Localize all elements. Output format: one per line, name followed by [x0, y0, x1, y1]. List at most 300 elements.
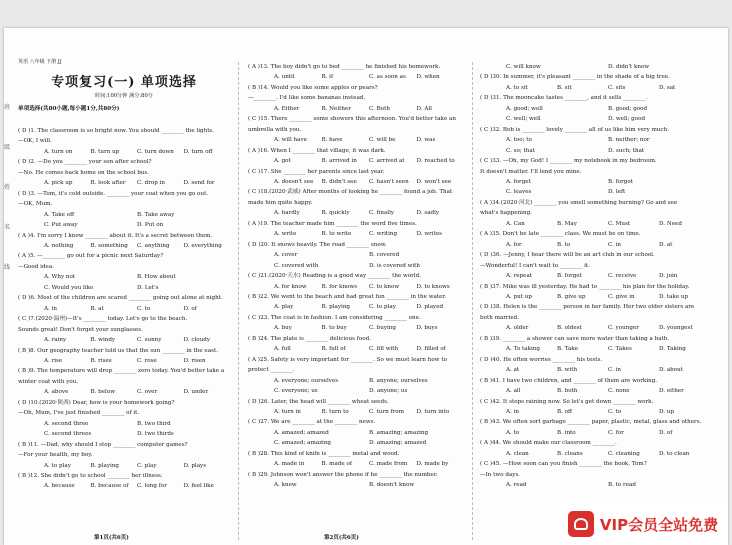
- question-line: ( A )16. When I ________ that village, it was dark.: [248, 147, 386, 154]
- answer-option: A. full: [274, 346, 291, 353]
- answer-option: B. to buy: [321, 325, 347, 332]
- answer-options: [248, 229, 464, 239]
- answer-option: A. for: [506, 241, 522, 248]
- answer-option: B. full of: [321, 346, 346, 353]
- question-line: ( B )9. The temperature will drop ________ zero today. You'd better take a: [18, 368, 225, 375]
- answer-option: C. covered with: [274, 262, 319, 269]
- answer-option: B. into: [557, 429, 576, 436]
- answer-option: C. to know: [369, 283, 400, 290]
- answer-options: [248, 407, 464, 417]
- question-line: —OK, I will.: [18, 138, 52, 145]
- answer-option: A. cover: [274, 252, 298, 259]
- answer-options: [18, 272, 230, 282]
- answer-option: B. two third: [137, 420, 171, 427]
- viewer-background: [0, 0, 732, 28]
- answer-option: A. rise: [44, 357, 63, 364]
- question-line: —OK, Mum.: [18, 201, 53, 208]
- answer-options: [480, 480, 710, 490]
- answer-option: B. below: [90, 389, 116, 396]
- answer-option: B. cleans: [557, 450, 583, 457]
- answer-option: B. windy: [90, 337, 116, 344]
- answer-option: C. well; well: [506, 116, 541, 123]
- answer-option: C. arrived at: [369, 158, 405, 165]
- answer-option: B. made of: [321, 461, 352, 468]
- question-line: Sounds great! Don't forget your sunglasses.: [18, 326, 143, 333]
- answer-options: [480, 135, 710, 145]
- answer-option: C. turn down: [137, 148, 174, 155]
- answer-options: [18, 304, 230, 314]
- answer-option: C. fill with: [369, 346, 399, 353]
- answer-option: B. Neither: [321, 105, 351, 112]
- answer-option: B. to read: [608, 482, 636, 489]
- answer-option: C. receive: [608, 273, 637, 280]
- answer-option: A. all: [506, 388, 521, 395]
- answer-option: B. May: [557, 220, 577, 227]
- answer-option: C. in: [608, 367, 622, 374]
- answer-option: D. cloudy: [183, 337, 210, 344]
- vip-watermark-text: VIP会员全站免费: [599, 515, 719, 534]
- answer-option: B. didn't see: [321, 178, 357, 185]
- answer-option: C. leaves: [506, 189, 532, 196]
- answer-option: C. Both: [369, 105, 390, 112]
- answer-option: C. to: [608, 408, 622, 415]
- answer-option: D. two thirds: [137, 431, 174, 438]
- answer-option: C. buying: [369, 325, 396, 332]
- question-line: —Wonderful! I can't wait to ________ it.: [480, 262, 590, 269]
- answer-option: C. writing: [369, 231, 398, 238]
- answer-option: D. Let's: [137, 284, 159, 291]
- answer-option: C. made from: [369, 461, 408, 468]
- answer-option: D. risen: [183, 357, 206, 364]
- answer-option: C. Must: [608, 220, 631, 227]
- page-number-1: 第1页(共6页): [94, 535, 129, 541]
- answer-option: A. got: [274, 158, 291, 165]
- question-line: —Good idea.: [18, 263, 54, 270]
- answer-options: [480, 344, 710, 354]
- question-line: ( A )4. I'm sorry I know ________ about it. It's a secret between them.: [18, 232, 213, 239]
- answer-option: B. amazing; amazing: [369, 429, 429, 436]
- answer-option: C. cleaning: [608, 450, 640, 457]
- question-line: ( B )43. We often sort garbage ________ paper, plastic, metal, glass and others.: [480, 419, 702, 426]
- answer-option: A. older: [506, 325, 529, 332]
- answer-option: D. under: [183, 389, 209, 396]
- question-line: ( B )14. Would you like some apples or pears?: [248, 84, 378, 91]
- answer-option: A. everyone; ourselves: [274, 377, 339, 384]
- answer-option: B. Take away: [137, 211, 175, 218]
- answer-options: [18, 220, 230, 230]
- answer-option: B. with: [557, 367, 578, 374]
- question-line: ( D )31. The mooncake tastes ________, and it sells ________.: [480, 95, 648, 102]
- answer-options: [18, 241, 230, 251]
- answer-option: A. because: [44, 483, 75, 490]
- answer-option: B. to: [557, 241, 571, 248]
- answer-option: B. How about: [137, 274, 176, 281]
- answer-option: C. second threes: [44, 431, 92, 438]
- answer-option: C. drop in: [137, 180, 166, 187]
- answer-option: A. too; to: [506, 137, 532, 144]
- answer-option: D. buys: [416, 325, 438, 332]
- answer-option: A. above: [44, 389, 69, 396]
- answer-option: D. left: [608, 189, 626, 196]
- answer-options: [248, 344, 464, 354]
- answer-option: B. to write: [321, 231, 352, 238]
- answer-options: [248, 376, 464, 386]
- section-heading: 单项选择(共80小题,每小题1分,共80分): [18, 106, 120, 112]
- answer-option: B. Take: [557, 346, 578, 353]
- answer-options: [480, 449, 710, 459]
- question-line: ( D )20. It snows heavily. The road ________ snow.: [248, 241, 387, 248]
- answer-option: D. was: [416, 137, 436, 144]
- answer-option: D. Put on: [137, 222, 164, 229]
- answer-option: C. rose: [137, 357, 157, 364]
- answer-options: [248, 177, 464, 187]
- answer-option: D. anyone; us: [369, 388, 408, 395]
- question-line: ( C )45. —How soon can you finish ________ the book, Tom?: [480, 461, 647, 468]
- question-line: It doesn't matter. I'll lend you mine.: [480, 168, 582, 175]
- answer-option: B. rises: [90, 357, 112, 364]
- answer-option: B. neither; nor: [608, 137, 650, 144]
- answer-option: D. sat: [659, 84, 676, 91]
- answer-option: D. to knows: [416, 283, 450, 290]
- answer-option: D. up: [659, 408, 675, 415]
- answer-option: C. will know: [506, 64, 541, 70]
- answer-options: [18, 178, 230, 188]
- question-line: ( D )2. —Do you ________ your son after school?: [18, 159, 152, 166]
- answer-options: [480, 114, 710, 124]
- answer-option: C. so; that: [506, 147, 535, 154]
- question-line: ( D )36. —Jenny, I hear there will be an art club in our school.: [480, 252, 655, 259]
- answer-option: C. play: [137, 462, 157, 469]
- question-line: ( A )13. The boy didn't go to bed ________ he finished his homework.: [248, 64, 441, 70]
- answer-options: [248, 438, 464, 448]
- column-divider: [472, 62, 473, 540]
- answer-option: A. repeat: [506, 273, 533, 280]
- answer-options: [480, 323, 710, 333]
- answer-options: [18, 147, 230, 157]
- answer-option: D. turn into: [416, 408, 450, 415]
- answer-options: [480, 104, 710, 114]
- answer-option: C. Put away: [44, 222, 78, 229]
- answer-options: [248, 480, 464, 490]
- question-line: ( C )32. Bob is ________ lovely ________ all of us like him very much.: [480, 126, 670, 133]
- question-line: —Oh, Mum, I've just finished ________ of it.: [18, 410, 140, 417]
- answer-option: D. send for: [183, 180, 215, 187]
- answer-option: D. everything: [183, 242, 222, 249]
- question-line: ( B )41. I have two children, and ________ of them are working.: [480, 377, 658, 384]
- question-line: winter coat with you.: [18, 378, 79, 385]
- answer-options: [18, 461, 230, 471]
- answer-option: D. such; that: [608, 147, 645, 154]
- answer-option: A. turn in: [274, 408, 301, 415]
- question-line: what's happening.: [480, 210, 532, 217]
- answer-option: A. forget: [506, 178, 531, 185]
- question-line: ( B )12. She didn't go to school ________ her illness.: [18, 472, 163, 479]
- answer-option: B. arrived in: [321, 158, 357, 165]
- answer-option: D. writes: [416, 231, 443, 238]
- question-line: ( B )22. We went to the beach and had great fun ________ in the water.: [248, 293, 447, 300]
- answer-option: D. amazing; amazed: [369, 440, 427, 447]
- answer-option: D. either: [659, 388, 684, 395]
- answer-option: A. second three: [44, 420, 89, 427]
- answer-option: A. put up: [506, 293, 532, 300]
- question-line: ( B )8. Our geography teacher told us that the sun ________ in the east.: [18, 347, 218, 354]
- question-line: ( C )17. She ________ her parents since last year.: [248, 168, 385, 175]
- answer-option: A. to play: [44, 462, 71, 469]
- question-line: ( C )18.(2020·武威) After months of looking he ________ found a job. That: [248, 189, 453, 196]
- answer-options: [480, 271, 710, 281]
- answer-option: D. take up: [659, 293, 689, 300]
- answer-option: B. look after: [90, 180, 126, 187]
- answer-option: D. about: [659, 367, 683, 374]
- answer-options: [248, 135, 464, 145]
- answer-option: A. until: [274, 74, 295, 81]
- answer-options: [480, 292, 710, 302]
- answer-option: D. feel like: [183, 483, 214, 490]
- question-column-1: [18, 126, 230, 492]
- answer-option: B. turn to: [321, 408, 349, 415]
- answer-option: D. well; good: [608, 116, 646, 123]
- answer-options: [18, 387, 230, 397]
- answer-option: D. reached to: [416, 158, 455, 165]
- answer-option: D. didn't know: [608, 64, 650, 70]
- question-line: ( B )28. This kind of knife is ________ metal and wood.: [248, 450, 400, 457]
- answer-options: [18, 429, 230, 439]
- question-line: ( B )29. Johnson won't answer the phone if he ________ the number.: [248, 471, 438, 478]
- answer-option: D. plays: [183, 462, 207, 469]
- question-line: ( C )21.(2020·天水) Reading is a good way ________ the world.: [248, 273, 421, 280]
- answer-options: [248, 104, 464, 114]
- answer-options: [18, 419, 230, 429]
- question-line: ( B )37. Mike was ill yesterday. He had to ________ his plan for the holiday.: [480, 283, 690, 290]
- answer-options: [248, 428, 464, 438]
- answer-option: B. give up: [557, 293, 586, 300]
- answer-option: A. buy: [274, 325, 292, 332]
- question-line: ( C )15. There ________ some showers this afternoon. You'd better take an: [248, 116, 456, 123]
- question-line: both married.: [480, 314, 520, 321]
- answer-option: B. forget: [557, 273, 582, 280]
- answer-option: D. when: [416, 74, 440, 81]
- answer-option: B. both: [557, 388, 578, 395]
- question-line: —________. I'd like some bananas instead.: [248, 95, 366, 102]
- worksheet-header: [18, 58, 230, 112]
- question-line: ( A )35. Don't be late ________ class. We must be on time.: [480, 231, 641, 238]
- vip-logo-icon: [568, 511, 594, 537]
- answer-option: D. of: [659, 429, 673, 436]
- answer-options: [248, 323, 464, 333]
- answer-option: A. play: [274, 304, 294, 311]
- answer-options: [248, 261, 464, 271]
- answer-option: B. good; good: [608, 105, 648, 112]
- answer-option: B. covered: [369, 252, 400, 259]
- answer-option: B. something: [90, 242, 128, 249]
- answer-option: A. to: [506, 429, 520, 436]
- question-line: umbrella with you.: [248, 126, 302, 133]
- answer-option: D. to clean: [659, 450, 690, 457]
- answer-option: D. Need: [659, 220, 682, 227]
- question-line: ( A )19. The teacher made him ________ the word five times.: [248, 220, 417, 227]
- question-line: ( D )40. He often worries ________ his tests.: [480, 356, 603, 363]
- question-line: made him quite happy.: [248, 199, 313, 206]
- answer-option: C. to play: [369, 304, 396, 311]
- answer-option: A. at: [506, 367, 520, 374]
- answer-option: D. All: [416, 105, 432, 112]
- answer-option: B. anyone; ourselves: [369, 377, 428, 384]
- column-divider: [238, 62, 239, 540]
- answer-options: [248, 208, 464, 218]
- answer-option: D. turn off: [183, 148, 213, 155]
- answer-option: A. amazed; amazed: [274, 429, 329, 436]
- answer-option: A. write: [274, 231, 297, 238]
- answer-options: [480, 187, 710, 197]
- answer-options: [18, 210, 230, 220]
- question-line: ( D )3. —Tom, it's cold outside. ________ your coat when you go out.: [18, 190, 209, 197]
- answer-option: B. forgot: [608, 178, 633, 185]
- answer-option: C. give in: [608, 293, 635, 300]
- subject-line: 英语 八年级 下册 JJ: [18, 59, 62, 65]
- answer-option: C. hasn't seen: [369, 178, 409, 185]
- question-line: ( B )11. —Dad, why should I stop ________ computer games?: [18, 441, 188, 448]
- page-number-2: 第2页(共6页): [324, 535, 359, 541]
- answer-option: C. everyone; us: [274, 388, 318, 395]
- answer-option: A. pick up: [44, 180, 73, 187]
- answer-option: C. to: [137, 305, 151, 312]
- answer-option: A. clean: [506, 450, 529, 457]
- answer-options: [248, 72, 464, 82]
- question-line: ( C )42. It stops raining now. So let's get down ________ work.: [480, 398, 654, 405]
- question-line: protect ________.: [248, 367, 295, 374]
- question-line: ( A )5. —________ go out for a picnic next Saturday?: [18, 253, 164, 260]
- answer-options: [480, 83, 710, 93]
- answer-options: [18, 335, 230, 345]
- answer-option: A. made in: [274, 461, 305, 468]
- answer-option: A. hardly: [274, 210, 300, 217]
- question-column-2: [248, 62, 464, 491]
- answer-option: C. amazed; amazing: [274, 440, 332, 447]
- answer-option: D. Taking: [659, 346, 686, 353]
- answer-options: [18, 283, 230, 293]
- answer-option: C. finally: [369, 210, 395, 217]
- question-line: ( B )24. The plate is ________ delicious food.: [248, 335, 371, 342]
- question-line: ( D )1. The classroom is so bright now. You should ________ the lights.: [18, 128, 215, 134]
- question-line: —No. He comes back home on the school bus.: [18, 169, 150, 176]
- answer-option: A. doesn't see: [274, 178, 314, 185]
- question-line: ( C )27. We are ________ at the ________ news.: [248, 419, 376, 426]
- answer-options: [248, 302, 464, 312]
- answer-option: C. will be: [369, 137, 396, 144]
- answer-options: [480, 365, 710, 375]
- answer-option: C. Would you like: [44, 284, 94, 291]
- answer-option: D. filled of: [416, 346, 446, 353]
- answer-option: B. sit: [557, 84, 572, 91]
- answer-options: [480, 428, 710, 438]
- answer-option: A. turn on: [44, 148, 73, 155]
- answer-option: A. will have: [274, 137, 307, 144]
- answer-options: [18, 481, 230, 491]
- answer-option: C. none: [608, 388, 630, 395]
- answer-option: C. as soon as: [369, 74, 406, 81]
- answer-option: A. good; well: [506, 105, 543, 112]
- question-line: ( A )44. We should make our classroom ________.: [480, 440, 617, 447]
- question-line: ( D )6. Most of the children are scared ________ going out alone at night.: [18, 295, 223, 302]
- answer-option: A. Can: [506, 220, 525, 227]
- answer-option: B. quickly: [321, 210, 350, 217]
- question-column-3: [480, 62, 710, 491]
- answer-option: B. doesn't know: [369, 482, 415, 489]
- answer-option: B. because of: [90, 483, 129, 490]
- answer-option: D. of: [183, 305, 197, 312]
- answer-options: [248, 386, 464, 396]
- answer-options: [248, 459, 464, 469]
- answer-option: A. to sit: [506, 84, 528, 91]
- answer-option: A. rainy: [44, 337, 67, 344]
- answer-option: D. sadly: [416, 210, 440, 217]
- answer-option: B. playing: [321, 304, 351, 311]
- answer-option: A. in: [506, 408, 519, 415]
- answer-option: B. if: [321, 74, 334, 81]
- answer-option: D. join: [659, 273, 678, 280]
- question-line: ( A )34.(2020·河北) ________ you smell something burning? Go and see: [480, 199, 678, 206]
- answer-option: C. sunny: [137, 337, 162, 344]
- answer-option: A. nothing: [44, 242, 74, 249]
- answer-option: A. read: [506, 482, 527, 489]
- answer-option: B. playing: [90, 462, 120, 469]
- answer-option: B. turn up: [90, 148, 120, 155]
- answer-option: C. younger: [608, 325, 639, 332]
- question-line: ( D )38. Helen is the ________ person in her family. Her two older sisters are: [480, 304, 695, 311]
- answer-option: B. at: [90, 305, 104, 312]
- answer-option: C. long for: [137, 483, 167, 490]
- answer-option: A. in: [44, 305, 57, 312]
- question-line: —For your health, my boy.: [18, 452, 93, 459]
- answer-option: D. won't see: [416, 178, 452, 185]
- worksheet-page: [4, 28, 728, 545]
- answer-option: D. is covered with: [369, 262, 421, 269]
- binding-margin: 班级 姓名 线: [4, 104, 11, 271]
- answer-option: D. at: [659, 241, 673, 248]
- answer-option: D. played: [416, 304, 444, 311]
- answer-option: C. Takes: [608, 346, 632, 353]
- answer-options: [480, 146, 710, 156]
- answer-option: A. To taking: [506, 346, 540, 353]
- answer-options: [248, 156, 464, 166]
- answer-option: A. Take off: [44, 211, 75, 218]
- answer-options: [480, 219, 710, 229]
- vip-watermark[interactable]: [558, 505, 728, 543]
- answer-option: C. anything: [137, 242, 170, 249]
- answer-option: D. youngest: [659, 325, 693, 332]
- answer-option: A. Why not: [44, 274, 76, 281]
- answer-option: B. oldest: [557, 325, 582, 332]
- question-line: —In two days.: [480, 471, 521, 478]
- answer-option: C. turn from: [369, 408, 404, 415]
- answer-option: C. over: [137, 389, 158, 396]
- question-line: ( D )30. In summer, it's pleasant ________ in the shade of a big tree.: [480, 74, 670, 81]
- answer-options: [18, 356, 230, 366]
- question-line: ( C )33. —Oh, my God! I ________ my notebook in my bedroom.: [480, 158, 657, 165]
- answer-option: C. sits: [608, 84, 626, 91]
- score-line: 时间:100分钟 满分:80分: [95, 93, 153, 99]
- answer-options: [480, 240, 710, 250]
- answer-options: [480, 386, 710, 396]
- answer-option: C. for: [608, 429, 624, 436]
- question-line: ( C )23. The coat is in fashion. I am considering ________ one.: [248, 314, 421, 321]
- question-line: ( B )39. ________ a shower can save more water than taking a bath.: [480, 335, 670, 342]
- answer-options: [248, 250, 464, 260]
- answer-options: [480, 177, 710, 187]
- question-line: ( C )7.(2020·温州)—It's ________ today. Let's go to the beach.: [18, 316, 188, 323]
- answer-option: D. made by: [416, 461, 449, 468]
- answer-option: B. for knows: [321, 283, 358, 290]
